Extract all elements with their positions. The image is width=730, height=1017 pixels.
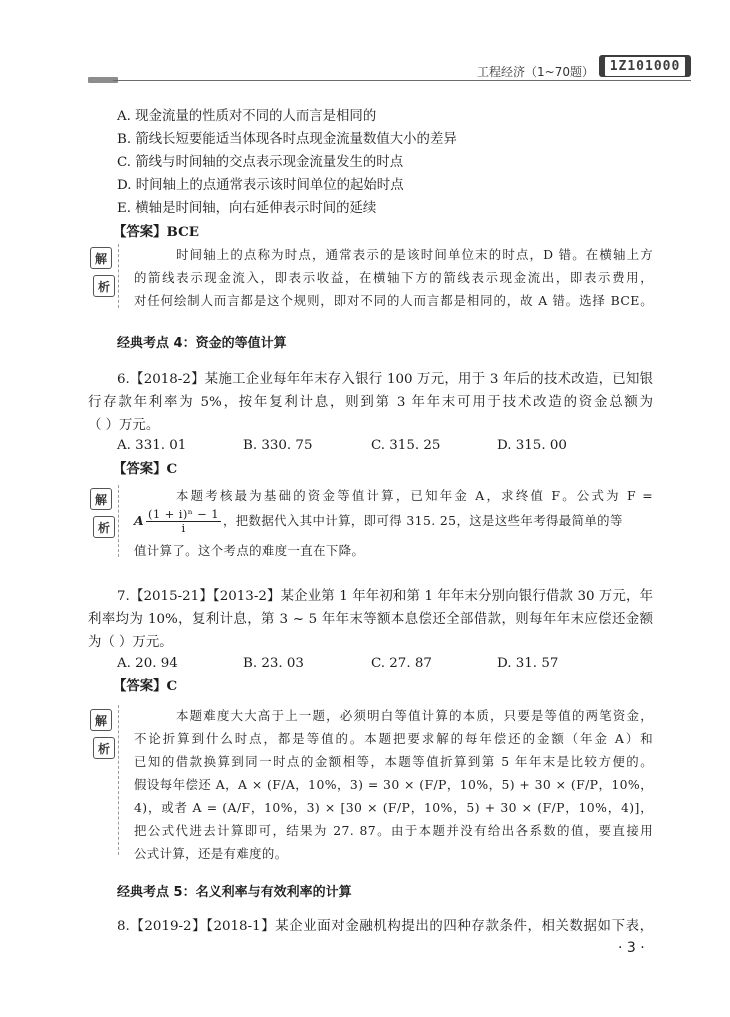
q7-analysis-line-2: 不论折算到什么时点，都是等值的。本题把要求解的每年偿还的金额（年金 A）和 [134,731,653,746]
q7-option-c: C. 27. 87 [371,656,432,671]
analysis-bracket [118,485,119,557]
q7-analysis-line-4: 假设每年偿还 A，A × (F/A，10%，3) = 30 × (F/P，10%，5) + 30 × (F/P，10%， [134,777,653,792]
q6-analysis-line-2-text: ，把数据代入其中计算，即可得 315. 25，这是这些年考得最简单的等 [222,513,623,528]
analysis-badge [90,488,114,544]
badge-xi: 析 [93,737,115,759]
q6-analysis-line-2 [134,506,623,536]
q7-analysis-line-3: 已知的借款换算到同一时点的金额相等，本题等值折算到第 5 年年末是比较方便的。 [134,754,653,769]
badge-jie: 解 [90,247,112,269]
q5-option-b: B. 箭线长短要能适当体现各时点现金流量数值大小的差异 [117,132,457,147]
analysis-badge [90,247,114,303]
q7-stem-line-2: 利率均为 10%，复利计息，第 3 ~ 5 年年末等额本息偿还全部借款，则每年年末应偿还金额 [88,612,653,627]
q6-analysis-line-3: 值计算了。这个考点的难度一直在下降。 [134,543,365,558]
q5-analysis-line-2: 的箭线表示现金流入，即表示收益，在横轴下方的箭线表示现金流出，即表示费用， [134,270,653,285]
q7-option-d: D. 31. 57 [497,656,559,671]
section-5-heading: 经典考点 5：名义利率与有效利率的计算 [117,885,352,900]
running-header-title: 工程经济（1~70题） [477,65,594,79]
badge-jie: 解 [90,488,112,510]
q6-analysis-line-1: 本题考核最为基础的资金等值计算，已知年金 A，求终值 F。公式为 F = [176,488,653,503]
badge-xi: 析 [93,275,115,297]
page-number: · 3 · [618,940,645,956]
q7-analysis-line-6: 把公式代进去计算即可，结果为 27. 87。由于本题并没有给出各系数的值，要直接用 [134,823,653,838]
q7-stem-line-3: 为（ ）万元。 [88,635,173,650]
q8-stem-line-1: 8.【2019-2】【2018-1】某企业面对金融机构提出的四种存款条件，相关数据如下表， [117,919,653,934]
analysis-bracket [118,244,119,308]
badge-jie: 解 [90,709,112,731]
q6-option-d: D. 315. 00 [497,438,567,453]
q7-option-b: B. 23. 03 [243,656,304,671]
q5-option-c: C. 箭线与时间轴的交点表示现金流量发生的时点 [117,155,404,170]
q6-formula-fraction [146,508,221,535]
q5-option-a: A. 现金流量的性质对不同的人而言是相同的 [117,109,377,124]
q6-option-a: A. 331. 01 [117,438,187,453]
q7-stem-line-1: 7.【2015-21】【2013-2】某企业第 1 年年初和第 1 年年末分别向银行借款 30 万元，年 [117,589,653,604]
q5-option-d: D. 时间轴上的点通常表示该时间单位的起始时点 [117,178,404,193]
q7-answer: 【答案】C [113,678,178,694]
q6-answer: 【答案】C [113,461,178,477]
q5-option-e: E. 横轴是时间轴，向右延伸表示时间的延续 [117,201,377,216]
q7-analysis-line-5: 4)，或者 A = (A/F，10%，3) × [30 × (F/P，10%，5) + 30 × (F/P，10%，4)]， [134,800,653,815]
analysis-bracket [118,705,119,855]
q6-fraction-denominator: i [181,521,186,535]
q6-stem-line-3: （ ）万元。 [88,418,160,433]
q6-stem-line-1: 6.【2018-2】某施工企业每年年末存入银行 100 万元，用于 3 年后的技术改造，已知银 [117,372,653,387]
q6-stem-line-2: 行存款年利率为 5%，按年复利计息，则到第 3 年年末可用于技术改造的资金总额为 [88,395,653,410]
q6-option-b: B. 330. 75 [243,438,313,453]
q6-option-c: C. 315. 25 [371,438,441,453]
q5-analysis-line-1: 时间轴上的点称为时点，通常表示的是该时间单位末的时点，D 错。在横轴上方 [176,247,653,262]
q7-analysis-line-7: 公式计算，还是有难度的。 [134,846,288,861]
q5-answer: 【答案】BCE [113,224,199,240]
q7-option-a: A. 20. 94 [117,656,178,671]
chapter-code: 1Z101000 [605,57,686,76]
header-rule [113,80,691,81]
chapter-code-badge [599,55,691,77]
badge-xi: 析 [93,516,115,538]
q5-analysis-line-3: 对任何绘制人而言都是这个规则，即对不同的人而言都是相同的，故 A 错。选择 BCE。 [134,293,653,308]
q6-formula-a: A [134,513,145,528]
q7-analysis-line-1: 本题难度大大高于上一题，必须明白等值计算的本质，只要是等值的两笔资金， [176,708,653,723]
section-4-heading: 经典考点 4：资金的等值计算 [117,336,287,351]
analysis-badge [90,709,114,765]
q6-fraction-numerator: (1 + i)ⁿ − 1 [148,507,219,521]
